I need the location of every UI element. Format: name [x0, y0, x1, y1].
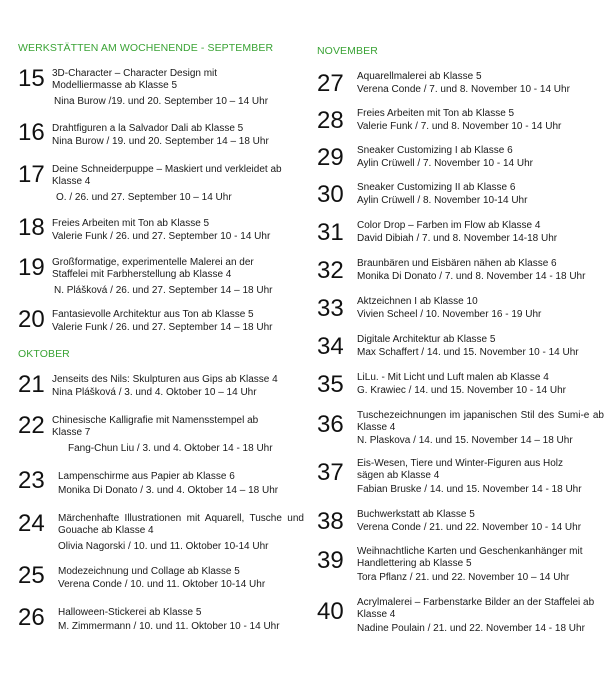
workshop-number: 37	[317, 459, 344, 486]
workshop-number: 24	[18, 510, 45, 537]
workshop-title: Großformatige, experimentelle Malerei an der Staffelei mit Farbherstellung ab Klasse 4	[52, 257, 254, 281]
section-heading-november: NOVEMBER	[317, 45, 378, 57]
workshop-info: Aylin Crüwell / 7. November 10 - 14 Uhr	[357, 158, 533, 169]
workshop-info: Fabian Bruske / 14. und 15. November 14 - 18 Uhr	[357, 484, 582, 495]
workshop-number: 32	[317, 257, 344, 284]
workshop-title: Color Drop – Farben im Flow ab Klasse 4	[357, 220, 541, 231]
section-heading-oktober: OKTOBER	[18, 348, 70, 360]
workshop-title: Modezeichnung und Collage ab Klasse 5	[58, 566, 240, 577]
workshop-info: Monika Di Donato / 3. und 4. Oktober 14 – 18 Uhr	[58, 485, 279, 496]
workshop-info: Nadine Poulain / 21. und 22. November 14 - 18 Uhr	[357, 623, 585, 634]
workshop-number: 28	[317, 107, 344, 134]
section-heading-september: WERKSTÄTTEN AM WOCHENENDE - SEPTEMBER	[18, 42, 274, 54]
workshop-number: 34	[317, 333, 344, 360]
workshop-number: 30	[317, 181, 344, 208]
workshop-title: Acrylmalerei – Farbenstarke Bilder an der Staffelei ab Klasse 4	[357, 597, 595, 621]
workshop-number: 39	[317, 547, 344, 574]
workshop-number: 22	[18, 412, 45, 439]
workshop-info: Fang-Chun Liu / 3. und 4. Oktober 14 - 18 Uhr	[68, 443, 273, 454]
workshop-info: O. / 26. und 27. September 10 – 14 Uhr	[56, 192, 232, 203]
workshop-info: David Dibiah / 7. und 8. November 14-18 Uhr	[357, 233, 558, 244]
workshop-info: G. Krawiec / 14. und 15. November 10 - 14 Uhr	[357, 385, 566, 396]
workshop-title: Sneaker Customizing II ab Klasse 6	[357, 182, 516, 193]
workshop-title: Jenseits des Nils: Skulpturen aus Gips ab Klasse 4	[52, 374, 278, 385]
workshop-info: N. Plášková / 26. und 27. September 14 – 18 Uhr	[54, 285, 273, 296]
workshop-title: 3D-Character – Character Design mit Modelliermasse ab Klasse 5	[52, 68, 218, 92]
workshop-number: 36	[317, 411, 344, 438]
workshop-info: Verena Conde / 21. und 22. November 10 - 14 Uhr	[357, 522, 582, 533]
workshop-number: 17	[18, 161, 45, 188]
workshop-info: Verena Conde / 7. und 8. November 10 - 14 Uhr	[357, 84, 570, 95]
workshop-info: Nina Burow /19. und 20. September 10 – 14 Uhr	[54, 96, 269, 107]
workshop-number: 31	[317, 219, 344, 246]
workshop-number: 15	[18, 65, 45, 92]
workshop-title: Märchenhafte Illustrationen mit Aquarell, Tusche und Gouache ab Klasse 4	[58, 513, 304, 537]
workshop-number: 19	[18, 254, 45, 281]
workshop-info: Max Schaffert / 14. und 15. November 10 - 14 Uhr	[357, 347, 579, 358]
workshop-info: Verena Conde / 10. und 11. Oktober 10-14 Uhr	[58, 579, 266, 590]
workshop-number: 25	[18, 562, 45, 589]
workshop-number: 18	[18, 214, 45, 241]
workshop-title: Freies Arbeiten mit Ton ab Klasse 5	[357, 108, 515, 119]
workshop-title: Aktzeichnen I ab Klasse 10	[357, 296, 478, 307]
workshop-number: 29	[317, 144, 344, 171]
workshop-info: N. Plaskova / 14. und 15. November 14 – 18 Uhr	[357, 435, 573, 446]
workshop-info: M. Zimmermann / 10. und 11. Oktober 10 - 14 Uhr	[58, 621, 280, 632]
workshop-title: Weihnachtliche Karten und Geschenkanhänger mit Handlettering ab Klasse 5	[357, 546, 583, 570]
workshop-title: Aquarellmalerei ab Klasse 5	[357, 71, 482, 82]
workshop-title: Eis-Wesen, Tiere und Winter-Figuren aus Holz sägen ab Klasse 4	[357, 458, 564, 482]
workshop-title: Digitale Architektur ab Klasse 5	[357, 334, 496, 345]
workshop-info: Tora Pflanz / 21. und 22. November 10 – 14 Uhr	[357, 572, 570, 583]
workshop-number: 38	[317, 508, 344, 535]
workshop-number: 26	[18, 604, 45, 631]
workshop-number: 16	[18, 119, 45, 146]
workshop-title: Halloween-Stickerei ab Klasse 5	[58, 607, 202, 618]
workshop-number: 33	[317, 295, 344, 322]
workshop-title: Deine Schneiderpuppe – Maskiert und verkleidet ab Klasse 4	[52, 164, 282, 188]
workshop-number: 21	[18, 371, 45, 398]
workshop-title: Braunbären und Eisbären nähen ab Klasse 6	[357, 258, 557, 269]
workshop-info: Nina Plášková / 3. und 4. Oktober 10 – 14 Uhr	[52, 387, 257, 398]
workshop-number: 20	[18, 306, 45, 333]
workshop-title: Freies Arbeiten mit Ton ab Klasse 5	[52, 218, 210, 229]
workshop-title: Fantasievolle Architektur aus Ton ab Klasse 5	[52, 309, 254, 320]
workshop-title: LiLu. - Mit Licht und Luft malen ab Klasse 4	[357, 372, 549, 383]
workshop-info: Monika Di Donato / 7. und 8. November 14 - 18 Uhr	[357, 271, 586, 282]
workshop-title: Chinesische Kalligrafie mit Namensstempel ab Klasse 7	[52, 415, 259, 439]
workshop-number: 40	[317, 598, 344, 625]
workshop-number: 35	[317, 371, 344, 398]
workshop-title: Lampenschirme aus Papier ab Klasse 6	[58, 471, 235, 482]
workshop-number: 23	[18, 467, 45, 494]
workshop-title: Buchwerkstatt ab Klasse 5	[357, 509, 475, 520]
workshop-title: Drahtfiguren a la Salvador Dali ab Klasse 5	[52, 123, 244, 134]
workshop-number: 27	[317, 70, 344, 97]
workshop-info: Olivia Nagorski / 10. und 11. Oktober 10-14 Uhr	[58, 541, 269, 552]
workshop-info: Valerie Funk / 7. und 8. November 10 - 14 Uhr	[357, 121, 562, 132]
workshop-info: Valerie Funk / 26. und 27. September 10 - 14 Uhr	[52, 231, 271, 242]
workshop-info: Aylin Crüwell / 8. November 10-14 Uhr	[357, 195, 528, 206]
workshop-info: Valerie Funk / 26. und 27. September 14 – 18 Uhr	[52, 322, 273, 333]
workshop-title: Tuschezeichnungen im japanischen Stil des Sumi-e ab Klasse 4	[357, 410, 604, 434]
workshop-title: Sneaker Customizing I ab Klasse 6	[357, 145, 513, 156]
workshop-info: Nina Burow / 19. und 20. September 14 – 18 Uhr	[52, 136, 269, 147]
workshop-info: Vivien Scheel / 10. November 16 - 19 Uhr	[357, 309, 542, 320]
